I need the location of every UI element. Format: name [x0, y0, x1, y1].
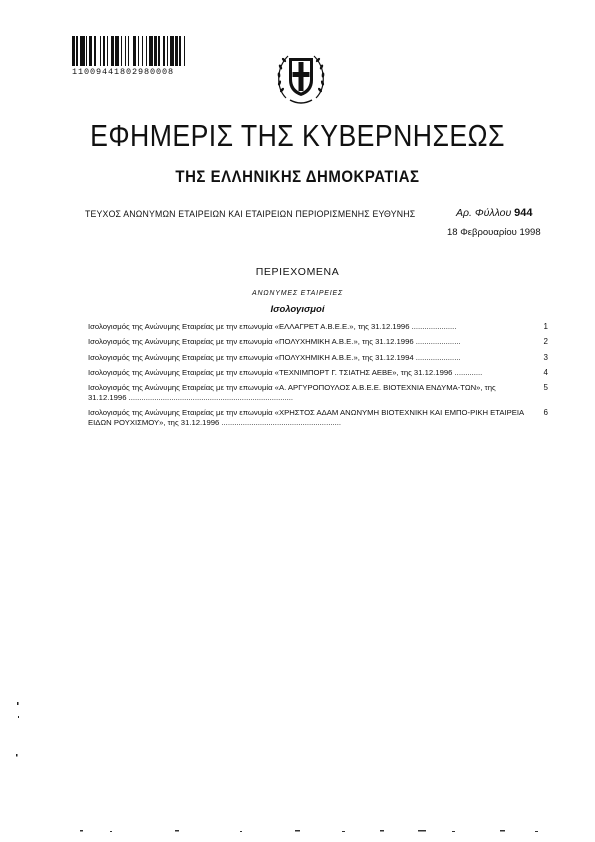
barcode-bars	[72, 36, 212, 66]
toc-entry	[88, 353, 548, 363]
toc-entry-text: Ισολογισμός της Ανώνυμης Εταιρείας με την επωνυμία «ΤΕΧΝΙΜΠΟΡΤ Γ. ΤΣΙΑΤΗΣ ΑΕΒΕ», της 31.12.1996 .............	[88, 367, 483, 377]
barcode-number: 11009441802980008	[72, 67, 175, 77]
toc-entry-number: 3	[543, 352, 548, 362]
scan-noise-bottom	[80, 828, 550, 834]
toc-entry-text: Ισολογισμός της Ανώνυμης Εταιρείας με την επωνυμία «ΧΡΗΣΤΟΣ ΑΔΑΜ ΑΝΩΝΥΜΗ ΒΙΟΤΕΧΝΙΚΗ ΚΑΙ ΕΜΠΟ-ΡΙΚΗ ΕΤΑΙΡΕΙΑ ΕΙΔΩΝ ΡΟΥΧΙΣΜΟΥ», της 31.12.1996 ........................................................	[88, 408, 524, 428]
barcode-bar	[185, 36, 189, 66]
issue-date: 18 Φεβρουαρίου 1998	[447, 227, 541, 238]
issue-type: ΤΕΥΧΟΣ ΑΝΩΝΥΜΩΝ ΕΤΑΙΡΕΙΩΝ ΚΑΙ ΕΤΑΙΡΕΙΩΝ ΠΕΡΙΟΡΙΣΜΕΝΗΣ ΕΥΘΥΝΗΣ	[85, 209, 416, 220]
sheet-number: 944	[514, 207, 533, 219]
sheet-number-label: Αρ. Φύλλου	[456, 207, 512, 219]
toc-entry-number: 6	[543, 408, 548, 418]
toc-entry-number: 4	[543, 367, 548, 377]
section-heading: ΑΝΩΝΥΜΕΣ ΕΤΑΙΡΕΙΕΣ	[251, 290, 343, 297]
state-emblem-icon	[274, 46, 328, 108]
toc-entry-number: 1	[543, 322, 548, 331]
toc-entry-text: Ισολογισμός της Ανώνυμης Εταιρείας με την επωνυμία «Α. ΑΡΓΥΡΟΠΟΥΛΟΣ Α.Β.Ε.Ε. ΒΙΟΤΕΧΝΙΑ ΕΝΔΥΜΑ-ΤΩΝ», της 31.12.1996 .............................................................................	[88, 383, 496, 403]
toc-entry-number: 5	[543, 383, 548, 393]
toc-entry	[88, 322, 548, 332]
toc-entry	[88, 368, 548, 378]
toc-entry-text: Ισολογισμός της Ανώνυμης Εταιρείας με την επωνυμία «ΠΟΛΥΧΗΜΙΚΗ Α.Β.Ε.», της 31.12.1994 .....................	[88, 352, 461, 362]
toc-entry-text: Ισολογισμός της Ανώνυμης Εταιρείας με την επωνυμία «ΠΟΛΥΧΗΜΙΚΗ Α.Β.Ε.», της 31.12.1996 .....................	[88, 337, 461, 347]
subsection-heading: Ισολογισμοί	[270, 304, 325, 315]
scan-noise-left	[14, 700, 22, 760]
table-of-contents	[88, 322, 548, 434]
toc-entry-number: 2	[543, 337, 548, 347]
barcode	[72, 36, 222, 76]
toc-entry	[88, 337, 548, 347]
toc-entry	[88, 383, 548, 403]
contents-heading: ΠΕΡΙΕΧΟΜΕΝΑ	[255, 266, 340, 278]
toc-entry-text: Ισολογισμός της Ανώνυμης Εταιρείας με την επωνυμία «ΕΛΛΑΓΡΕΤ Α.Β.Ε.Ε.», της 31.12.1996 .....................	[88, 322, 457, 331]
gazette-title: ΕΦΗΜΕΡΙΣ ΤΗΣ ΚΥΒΕΡΝΗΣΕΩΣ	[90, 118, 505, 153]
toc-entry	[88, 408, 548, 428]
sheet-number-line	[456, 207, 533, 219]
gazette-subtitle: ΤΗΣ ΕΛΛΗΝΙΚΗΣ ΔΗΜΟΚΡΑΤΙΑΣ	[175, 167, 420, 186]
